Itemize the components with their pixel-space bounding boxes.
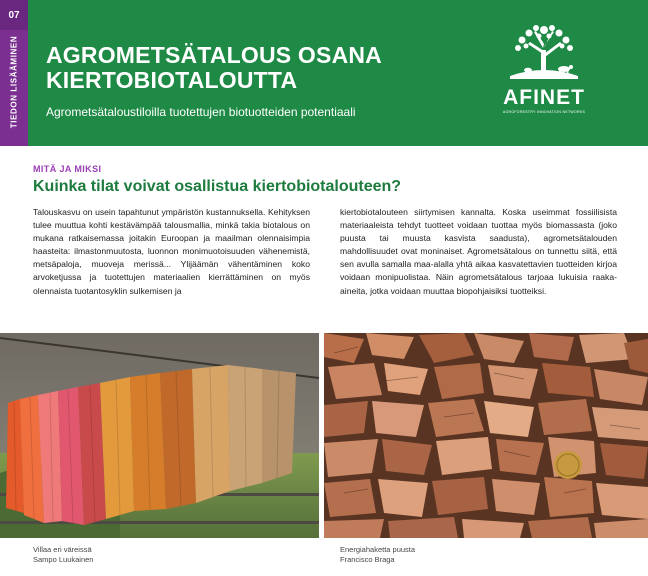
page-number: 07: [0, 0, 28, 30]
section-heading: Kuinka tilat voivat osallistua kiertobiotalouteen?: [33, 178, 402, 195]
header-banner: [0, 0, 648, 146]
logo-tagline: AGROFORESTRY INNOVATION NETWORKS: [502, 110, 586, 114]
tree-with-animals-icon: [504, 24, 584, 84]
caption-text: Energiahaketta puusta: [340, 545, 416, 554]
caption-credit: Sampo Luukainen: [33, 554, 94, 564]
photo-wood-chips: [324, 333, 648, 538]
body-column-right: kiertobiotalouteen siirtymisen kannalta. Koska useimmat fossiilisista materiaaleista tehdyt tuotteet voidaan tuottaa myös biomassasta (joko puusta tai muusta kasvista saadusta), agrometsätalouden mahdollisuudet ovat moninaiset. Agrometsätalous on tunnettu siitä, että sen avulla samalla maa-alalla yhtä aikaa kasvatettavien tuotteiden kirjoa voidaan monipuolistaa. Näin agrometsätalous tarjoaa lukuisia raaka-aineita, jotka voidaan muuttaa biopohjaisiksi tuotteiksi.: [340, 207, 617, 296]
caption-credit: Francisco Braga: [340, 554, 395, 564]
side-label: TIEDON LISÄÄMINEN: [9, 35, 19, 129]
side-tab: [0, 0, 28, 146]
section-kicker: MITÄ JA MIKSI: [33, 164, 102, 174]
body-column-left: Talouskasvu on usein tapahtunut ympäristön kustannuksella. Kehityksen tulee muuttua kohti kestävämpää talousmallia, minkä takia biotalous on mukana ratkaisemassa joitakin Euroopan ja maailman olennaisimpia haasteita: ilmastonmuutosta, luonnon monimuotoisuuden vähenemistä, metsäpaloja, muoveja merissä... Ylijäämän vähentäminen koko arvoketjussa ja tuotettujen materiaalien kierrättäminen on myös olennaista tuotantosyklin sulkemisen ja: [33, 207, 310, 296]
photo-wool: [0, 333, 319, 538]
page-subtitle: Agrometsätaloustiloilla tuotettujen biotuotteiden potentiaali: [46, 105, 356, 119]
logo-wordmark: AFINET: [503, 86, 585, 109]
caption-text: Villaa eri väreissä: [33, 545, 92, 554]
photo-caption-wood-chips: [340, 545, 415, 564]
page-title: AGROMETSÄTALOUS OSANA KIERTOBIOTALOUTTA: [46, 42, 382, 93]
photo-caption-wool: [33, 545, 93, 564]
afinet-logo: [486, 24, 602, 124]
